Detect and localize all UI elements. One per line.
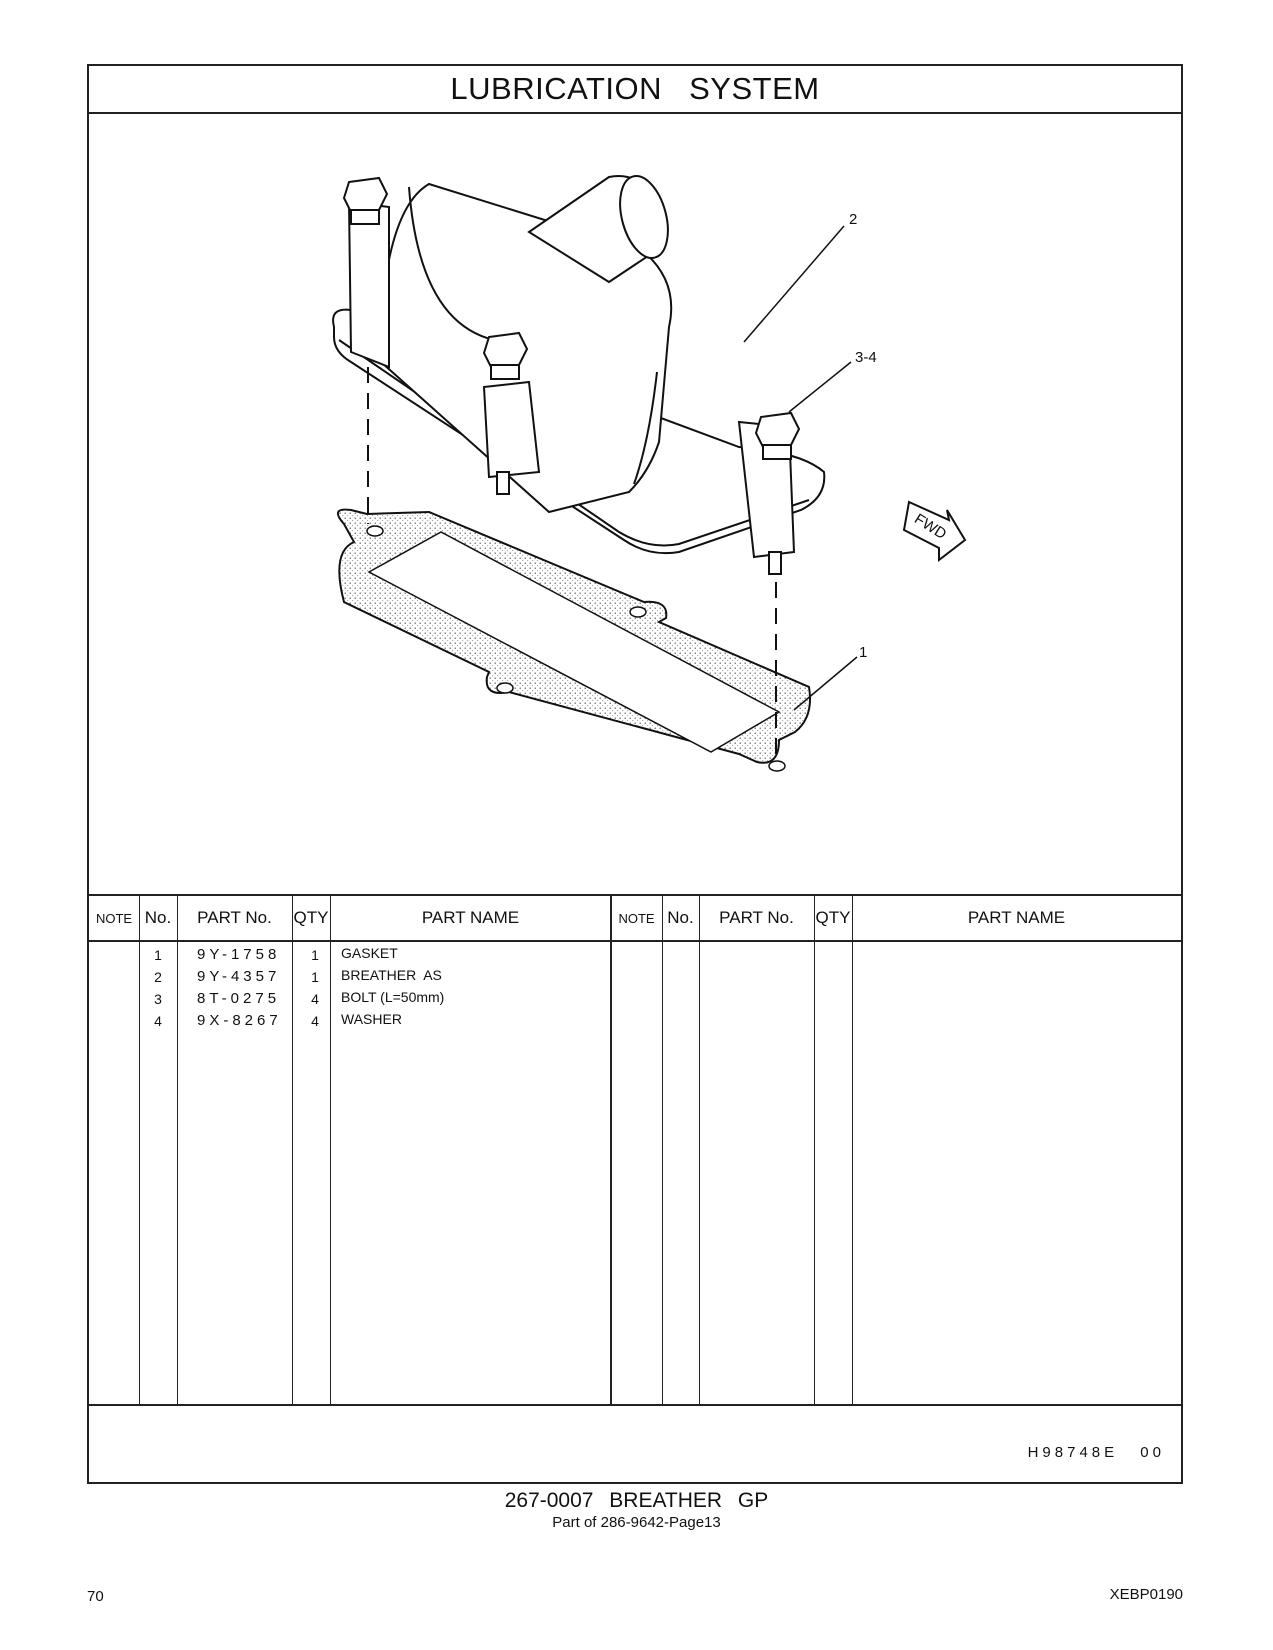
callout-1: 1: [859, 644, 868, 661]
page-number: 70: [87, 1588, 104, 1605]
group-subtitle: Part of 286-9642-Page13: [552, 1514, 721, 1531]
row-no: 3: [154, 991, 162, 1007]
gasket: [338, 510, 810, 771]
parts-list-table: [89, 894, 1181, 1406]
header-partno-left: PART No.: [197, 908, 272, 927]
col-divider: [292, 896, 293, 1404]
row-part-name: BOLT (L=50mm): [341, 989, 445, 1005]
exploded-parts-diagram: [89, 112, 1181, 894]
section-title: LUBRICATION SYSTEM: [89, 66, 1181, 114]
row-part-name: WASHER: [341, 1011, 402, 1027]
parts-page-frame: [87, 64, 1183, 1484]
document-code: XEBP0190: [1109, 1586, 1183, 1603]
caption-block: [0, 1488, 1273, 1532]
col-divider: [330, 896, 331, 1404]
breather-illustration: [89, 112, 1181, 894]
row-qty: 4: [311, 1013, 319, 1029]
header-note-right: NOTE: [618, 910, 655, 926]
col-divider: [177, 896, 178, 1404]
col-divider: [852, 896, 853, 1404]
header-no-left: No.: [144, 908, 172, 927]
row-part-no: 9X-8267: [197, 1012, 282, 1029]
header-partname-left: PART NAME: [421, 908, 520, 927]
table-header: [89, 896, 1181, 942]
row-qty: 1: [311, 947, 319, 963]
row-no: 4: [154, 1013, 162, 1029]
row-no: 2: [154, 969, 162, 985]
row-part-no: 9Y-1758: [197, 946, 281, 963]
header-partno-right: PART No.: [719, 908, 794, 927]
forward-arrow-icon: [904, 502, 965, 560]
callout-2: 2: [849, 211, 858, 228]
row-qty: 4: [311, 991, 319, 1007]
row-part-name: GASKET: [341, 945, 398, 961]
header-partname-right: PART NAME: [967, 908, 1066, 927]
header-no-right: No.: [667, 908, 694, 927]
group-title: 267-0007 BREATHER GP: [504, 1489, 769, 1512]
row-part-no: 8T-0275: [197, 990, 281, 1007]
col-divider: [699, 896, 700, 1404]
col-divider-center: [610, 896, 612, 1404]
row-part-name: BREATHER AS: [341, 967, 442, 983]
header-note-left: NOTE: [95, 910, 133, 926]
callout-3-4: 3-4: [855, 349, 877, 366]
header-qty-right: QTY: [815, 908, 851, 927]
header-qty-left: QTY: [293, 908, 329, 927]
illustration-code: H98748E 00: [1027, 1444, 1165, 1461]
row-no: 1: [154, 947, 162, 963]
row-part-no: 9Y-4357: [197, 968, 281, 985]
breather-body: [333, 171, 824, 557]
col-divider: [814, 896, 815, 1404]
row-qty: 1: [311, 969, 319, 985]
forward-label: FWD: [911, 510, 950, 544]
col-divider: [662, 896, 663, 1404]
